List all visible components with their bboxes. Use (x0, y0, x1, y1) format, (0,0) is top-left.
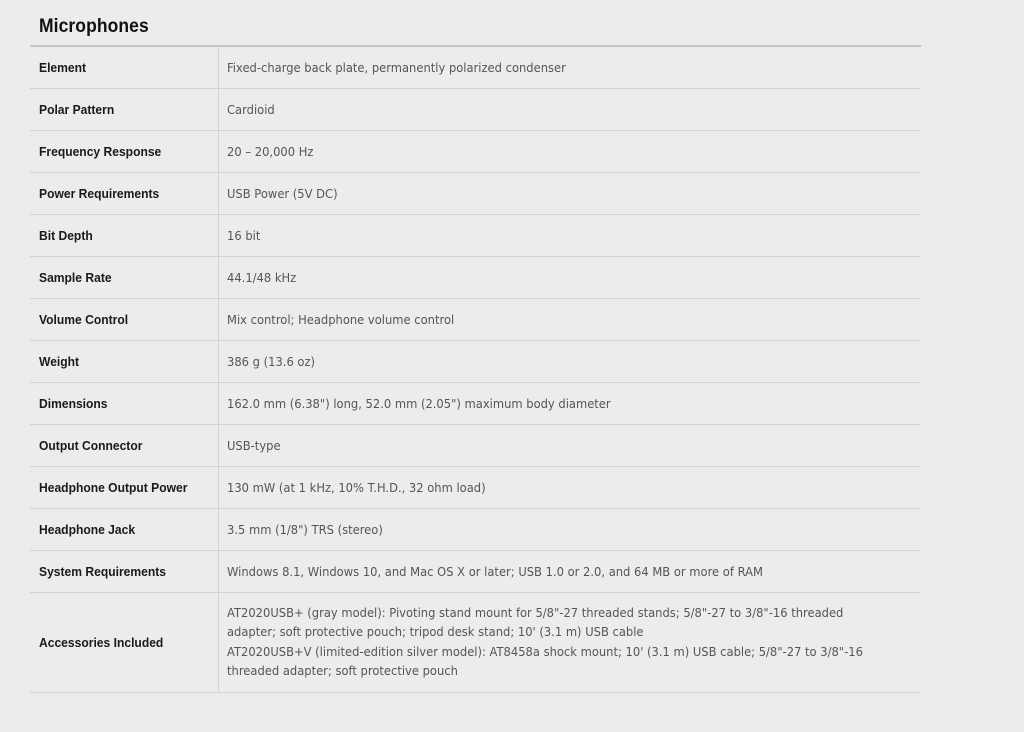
spec-label: Accessories Included (30, 593, 219, 693)
spec-value: 44.1/48 kHz (219, 257, 922, 299)
spec-row-power-requirements (30, 173, 921, 215)
spec-table (30, 47, 921, 693)
spec-row-dimensions (30, 383, 921, 425)
spec-row-system-requirements (30, 551, 921, 593)
spec-row-bit-depth (30, 215, 921, 257)
spec-value: USB-type (219, 425, 922, 467)
spec-value: 20 – 20,000 Hz (219, 131, 922, 173)
spec-value: Fixed-charge back plate, permanently polarized condenser (219, 47, 922, 89)
spec-row-volume-control (30, 299, 921, 341)
spec-value: Windows 8.1, Windows 10, and Mac OS X or later; USB 1.0 or 2.0, and 64 MB or more of RAM (219, 551, 922, 593)
spec-value: 162.0 mm (6.38") long, 52.0 mm (2.05") maximum body diameter (219, 383, 922, 425)
accessories-silver-model: AT2020USB+V (limited-edition silver model): AT8458a shock mount; 10' (3.1 m) USB cable; 5/8"-27 to 3/8"-16 threaded adapter; soft protective pouch (227, 644, 863, 678)
spec-row-sample-rate (30, 257, 921, 299)
accessories-gray-model: AT2020USB+ (gray model): Pivoting stand mount for 5/8"-27 threaded stands; 5/8"-27 to 3/8"-16 threaded adapter; soft protective pouch; tripod desk stand; 10' (3.1 m) USB cable (227, 605, 844, 639)
spec-label: Dimensions (30, 383, 219, 425)
spec-label: Weight (30, 341, 219, 383)
spec-row-element (30, 47, 921, 89)
spec-label: Volume Control (30, 299, 219, 341)
spec-value (219, 593, 922, 693)
spec-label: Headphone Output Power (30, 467, 219, 509)
spec-value: 16 bit (219, 215, 922, 257)
spec-row-accessories-included (30, 593, 921, 693)
spec-value: Cardioid (219, 89, 922, 131)
spec-label: System Requirements (30, 551, 219, 593)
spec-row-weight (30, 341, 921, 383)
spec-value: 130 mW (at 1 kHz, 10% T.H.D., 32 ohm load) (219, 467, 922, 509)
spec-value: 386 g (13.6 oz) (219, 341, 922, 383)
spec-value: 3.5 mm (1/8") TRS (stereo) (219, 509, 922, 551)
spec-value: USB Power (5V DC) (219, 173, 922, 215)
spec-row-headphone-output-power (30, 467, 921, 509)
spec-label: Output Connector (30, 425, 219, 467)
spec-label: Sample Rate (30, 257, 219, 299)
spec-row-frequency-response (30, 131, 921, 173)
spec-row-output-connector (30, 425, 921, 467)
section-title: Microphones (39, 16, 149, 37)
spec-label: Power Requirements (30, 173, 219, 215)
spec-row-headphone-jack (30, 509, 921, 551)
spec-label: Frequency Response (30, 131, 219, 173)
spec-label: Headphone Jack (30, 509, 219, 551)
spec-label: Bit Depth (30, 215, 219, 257)
spec-row-polar-pattern (30, 89, 921, 131)
spec-value: Mix control; Headphone volume control (219, 299, 922, 341)
spec-label: Polar Pattern (30, 89, 219, 131)
spec-label: Element (30, 47, 219, 89)
